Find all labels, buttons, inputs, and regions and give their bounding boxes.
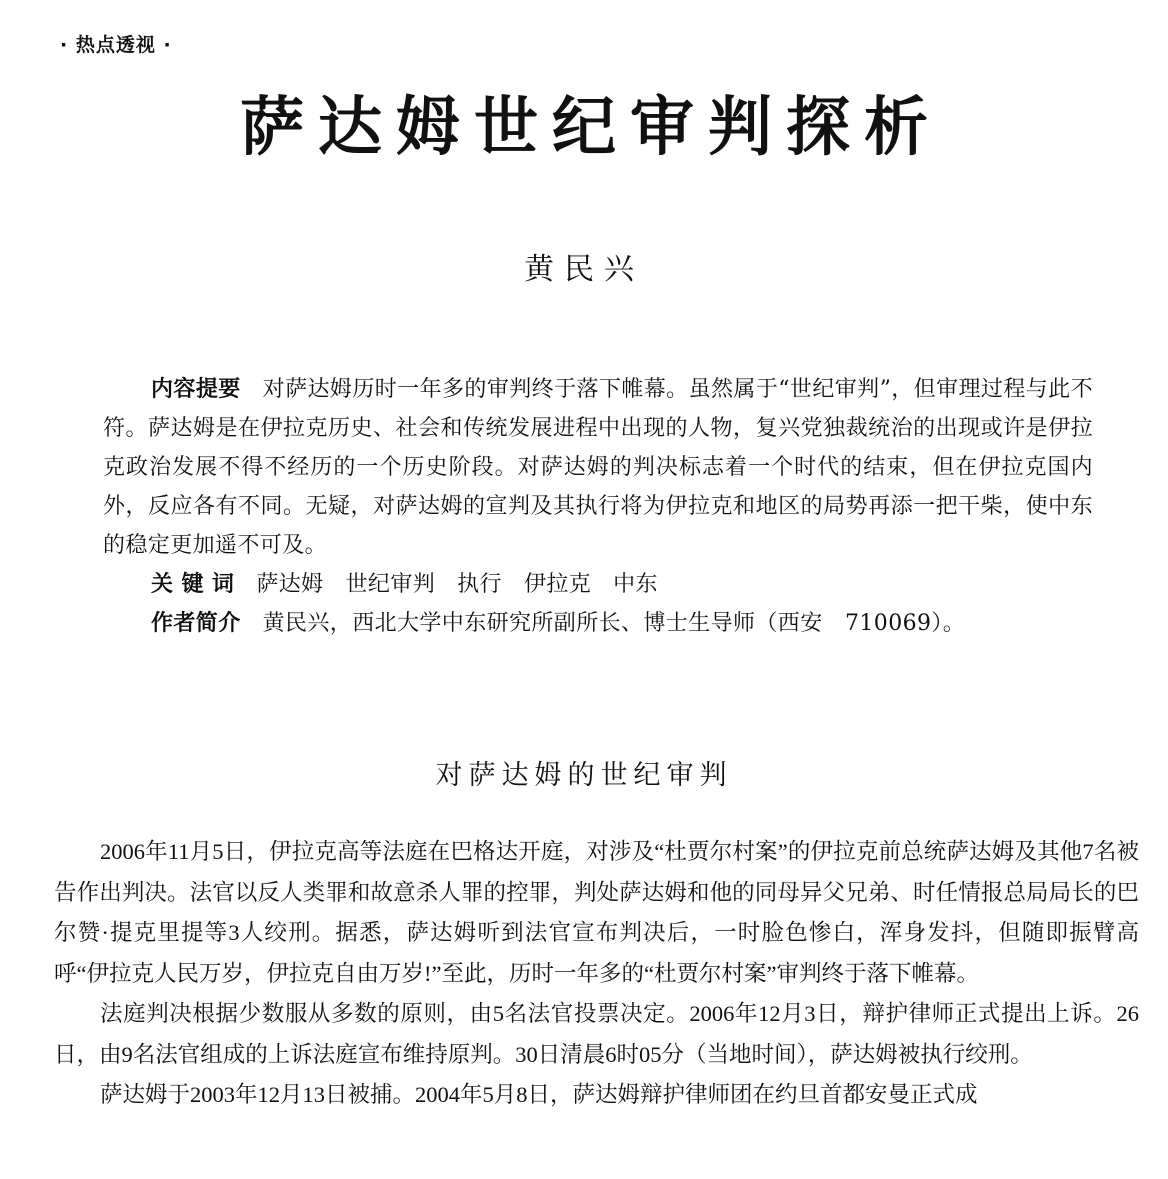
body-paragraph: 2006年11月5日，伊拉克高等法庭在巴格达开庭，对涉及“杜贾尔村案”的伊拉克前总统萨达姆及其他7名被告作出判决。法官以反人类罪和故意杀人罪的控罪，判处萨达姆和他的同母异父兄弟、时任情报总局局长的巴尔赞·提克里提等3人绞刑。据悉，萨达姆听到法官宣布判决后，一时脸色惨白，浑身发抖，但随即振臂高呼“伊拉克人民万岁，伊拉克自由万岁!”至此，历时一年多的“杜贾尔村案”审判终于落下帷幕。: [54, 839, 1139, 986]
body-paragraph: 法庭判决根据少数服从多数的原则，由5名法官投票决定。2006年12月3日，辩护律师正式提出上诉。26日，由9名法官组成的上诉法庭宣布维持原判。30日清晨6时05分（当地时间），萨达姆被执行绞刑。: [54, 1001, 1139, 1067]
abstract-block: [103, 370, 1093, 643]
article-title: 萨达姆世纪审判探析: [240, 91, 942, 165]
keyword: 执行: [457, 572, 502, 597]
author-bio-label: 作者简介: [151, 611, 241, 636]
author-bio-text: 黄民兴，西北大学中东研究所副所长、博士生导师（西安 710069）。: [262, 611, 966, 636]
keywords-label: 关 键 词: [151, 572, 235, 597]
abstract-label: 内容提要: [151, 377, 241, 402]
keyword: 伊拉克: [523, 572, 592, 597]
keyword: 中东: [613, 572, 658, 597]
keyword: 萨达姆: [256, 572, 324, 597]
keywords-row: [103, 565, 1093, 604]
keyword: 世纪审判: [345, 572, 436, 597]
author-bio-row: [103, 604, 1093, 643]
body-paragraph: 萨达姆于2003年12月13日被捕。2004年5月8日，萨达姆辩护律师团在约旦首都安曼正式成: [100, 1082, 978, 1107]
column-tag: · 热点透视 ·: [60, 34, 172, 56]
article-author: 黄民兴: [524, 252, 644, 287]
abstract-paragraph: [103, 370, 1093, 565]
body-text: [54, 832, 1139, 1116]
abstract-text: 对萨达姆历时一年多的审判终于落下帷幕。虽然属于“世纪审判”，但审理过程与此不符。萨达姆是在伊拉克历史、社会和传统发展进程中出现的人物，复兴党独裁统治的出现或许是伊拉克政治发展不得不经历的一个历史阶段。对萨达姆的判决标志着一个时代的结束，但在伊拉克国内外，反应各有不同。无疑，对萨达姆的宣判及其执行将为伊拉克和地区的局势再添一把干柴，使中东的稳定更加遥不可及。: [103, 377, 1093, 558]
section-heading: 对萨达姆的世纪审判: [435, 760, 733, 791]
